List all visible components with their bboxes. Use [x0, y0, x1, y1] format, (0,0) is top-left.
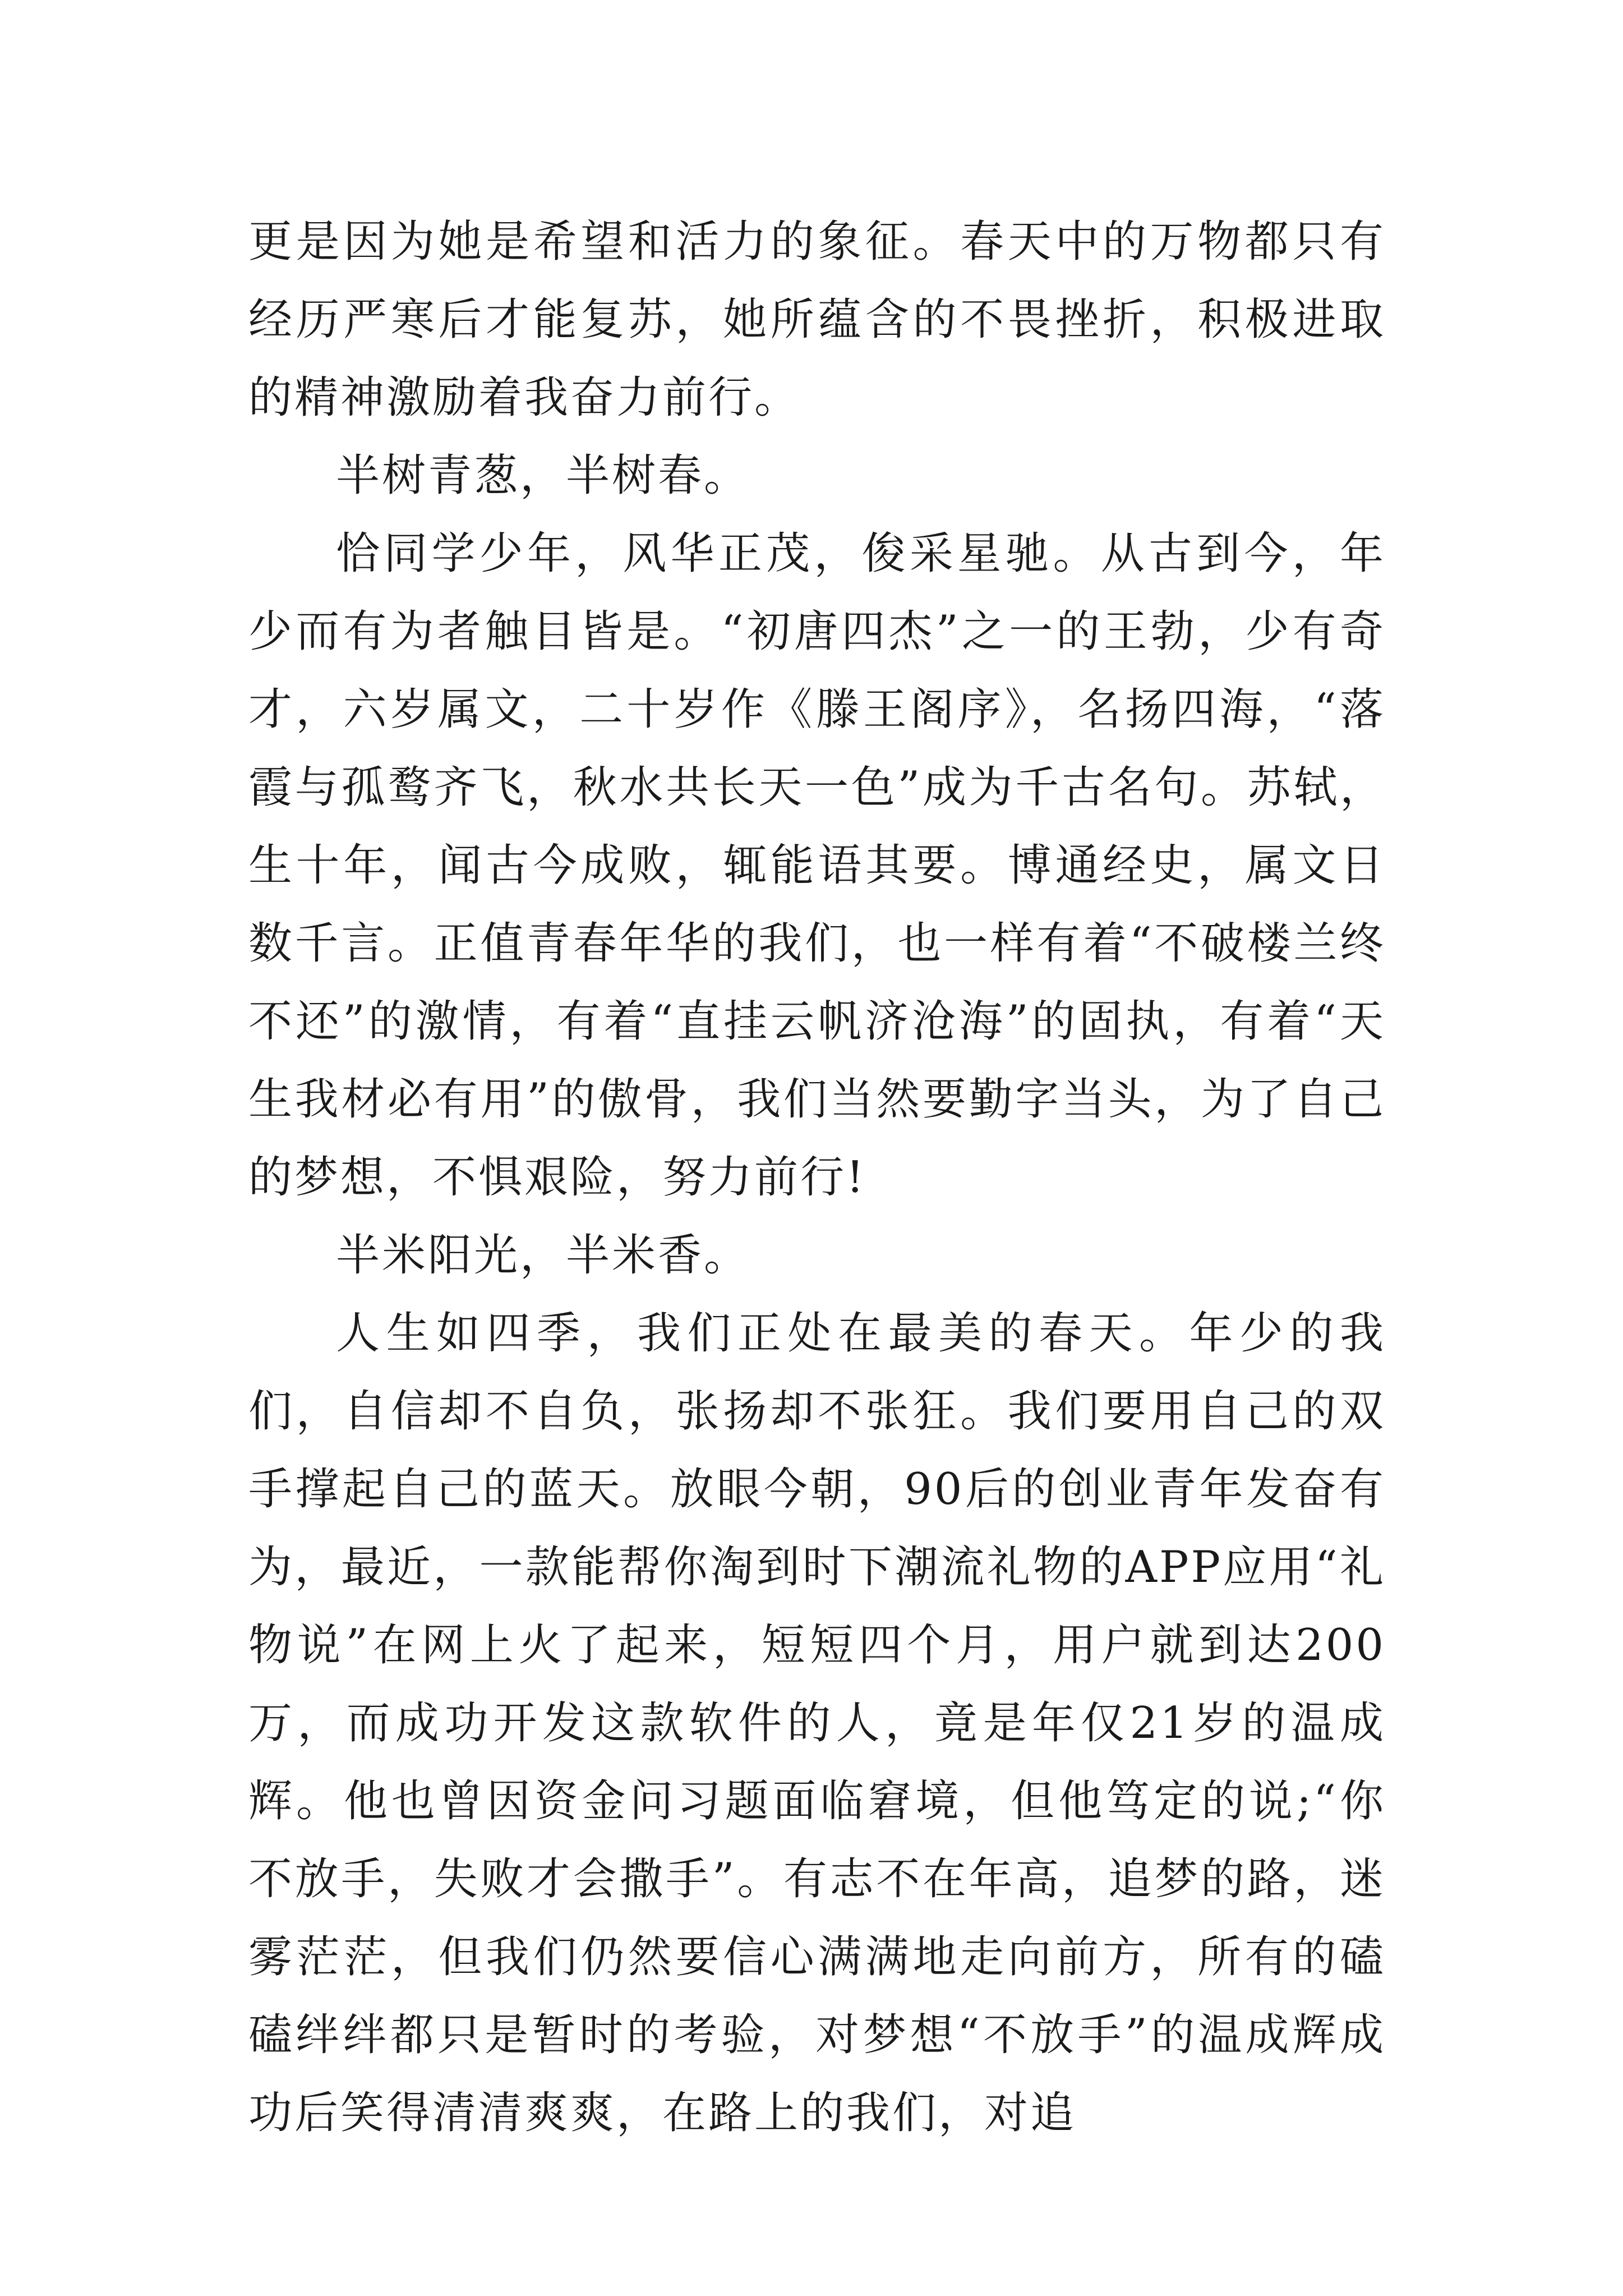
section-heading-sunshine: 半米阳光，半米香。	[336, 1230, 750, 1281]
body-text	[248, 203, 1386, 2152]
paragraph-youth: 恰同学少年，风华正茂，俊采星驰。从古到今，年少而有为者触目皆是。“初唐四杰”之一的王勃，少有奇才，六岁属文，二十岁作《滕王阁序》，名扬四海，“落霞与孤鹜齐飞，秋水共长天一色”成为千古名句。苏轼，生十年，闻古今成败，辄能语其要。博通经史，属文日数千言。正值青春年华的我们，也一样有着“不破楼兰终不还”的激情，有着“直挂云帆济沧海”的固执，有着“天生我材必有用”的傲骨，我们当然要勤字当头，为了自己的梦想，不惧艰险，努力前行!	[248, 528, 1386, 1203]
section-heading-green-tree: 半树青葱，半树春。	[336, 450, 750, 501]
paragraph-life-spring: 人生如四季，我们正处在最美的春天。年少的我们，自信却不自负，张扬却不张狂。我们要用自己的双手撑起自己的蓝天。放眼今朝，90后的创业青年发奋有为，最近，一款能帮你淘到时下潮流礼物的APP应用“礼物说”在网上火了起来，短短四个月，用户就到达200万，而成功开发这款软件的人，竟是年仅21岁的温成辉。他也曾因资金问习题面临窘境，但他笃定的说;“你不放手，失败才会撒手”。有志不在年高，追梦的路，迷雾茫茫，但我们仍然要信心满满地走向前方，所有的磕磕绊绊都只是暂时的考验，对梦想“不放手”的温成辉成功后笑得清清爽爽，在路上的我们，对追	[248, 1308, 1386, 2138]
paragraph-continuation: 更是因为她是希望和活力的象征。春天中的万物都只有经历严寒后才能复苏，她所蕴含的不畏挫折，积极进取的精神激励着我奋力前行。	[248, 217, 1386, 423]
